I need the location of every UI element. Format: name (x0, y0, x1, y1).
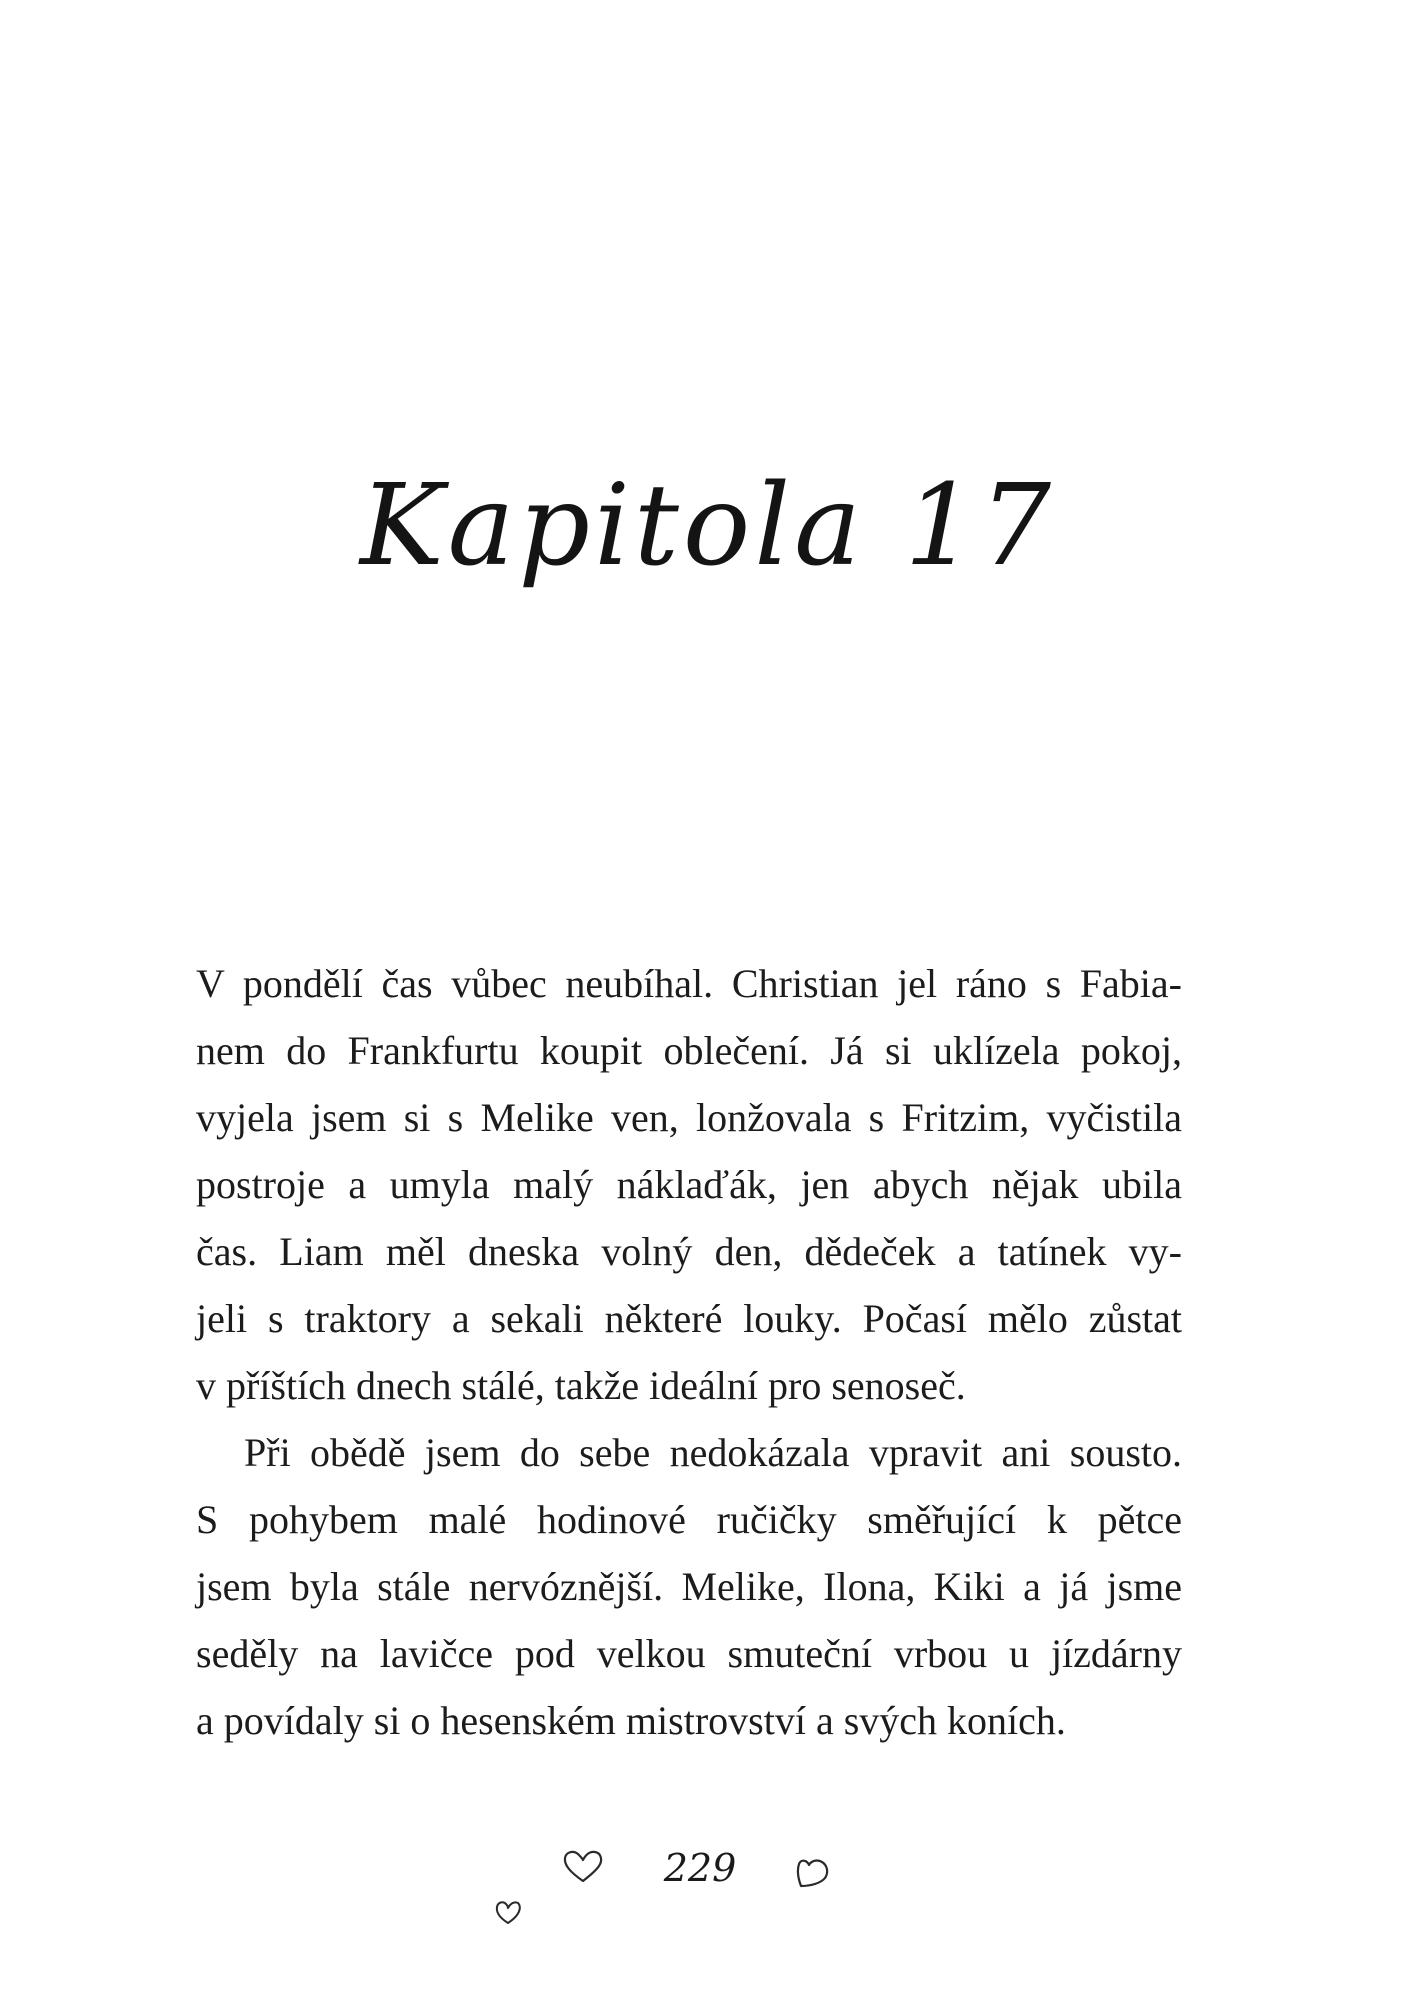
text-line: čas. Liam měl dneska volný den, dědeček a tatínek vy- (196, 1229, 1182, 1274)
text-line: nem do Frankfurtu koupit oblečení. Já si uklízela pokoj, (196, 1028, 1182, 1073)
heart-outline-icon (562, 1848, 604, 1884)
text-line: jeli s traktory a sekali některé louky. Počasí mělo zůstat (196, 1296, 1182, 1341)
body-text (196, 950, 1182, 1754)
text-line: seděly na lavičce pod velkou smuteční vrbou u jízdárny (196, 1631, 1182, 1676)
heart-outline-icon (795, 1856, 831, 1890)
text-line: a povídaly si o hesenském mistrovství a svých koních. (196, 1698, 1066, 1743)
text-line: jsem byla stále nervóznější. Melike, Ilona, Kiki a já jsme (196, 1564, 1182, 1609)
text-line: v příštích dnech stálé, takže ideální pro senoseč. (196, 1363, 966, 1408)
page-footer (0, 1830, 1415, 1960)
paragraph-1 (196, 950, 1182, 1419)
text-line: vyjela jsem si s Melike ven, lonžovala s Fritzim, vyčistila (196, 1095, 1182, 1140)
chapter-title: Kapitola 17 (359, 461, 1056, 591)
text-line: S pohybem malé hodinové ručičky směřující k pětce (196, 1497, 1182, 1542)
text-line: Při obědě jsem do sebe nedokázala vpravit ani sousto. (244, 1430, 1182, 1475)
heart-outline-icon (494, 1898, 522, 1926)
paragraph-2 (196, 1419, 1182, 1754)
text-line: postroje a umyla malý náklaďák, jen abych nějak ubila (196, 1162, 1182, 1207)
text-line: V pondělí čas vůbec neubíhal. Christian jel ráno s Fabia- (196, 961, 1182, 1006)
page-number: 229 (663, 1846, 737, 1890)
